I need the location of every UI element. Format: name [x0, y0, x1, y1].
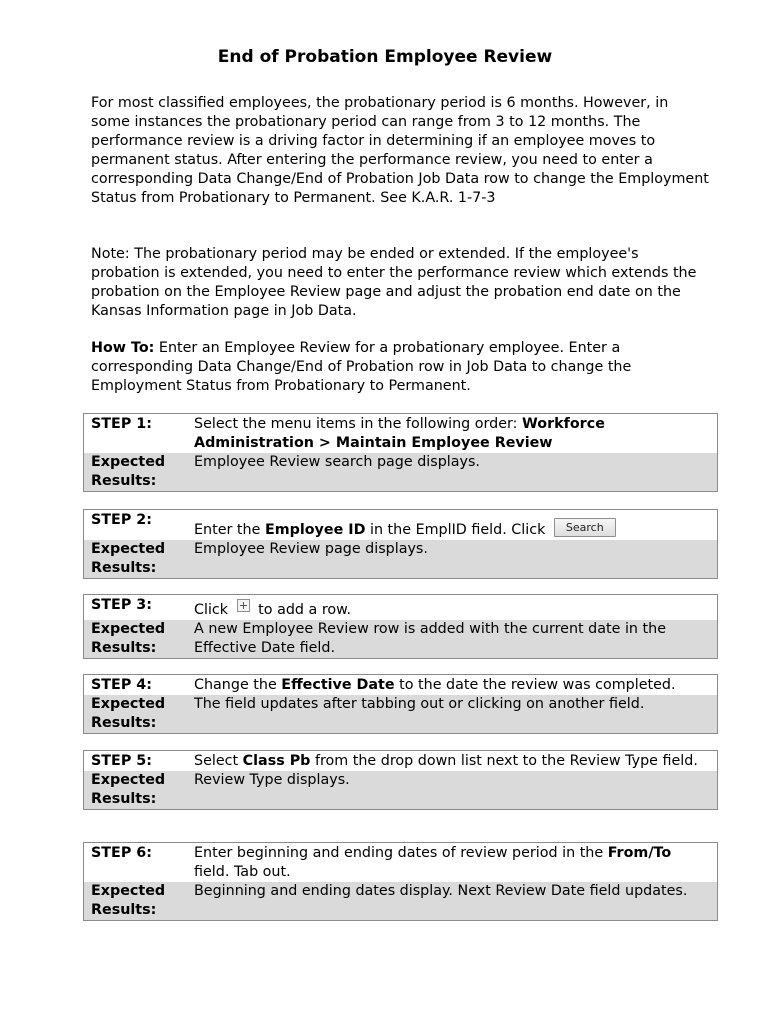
expected-label: Expected Results: [91, 454, 166, 489]
step-5-table [83, 750, 718, 810]
instruction-text: Select [194, 753, 243, 769]
intro-paragraph: For most classified employees, the probationary period is 6 months. However, in some instances the probationary period can range from 3 to 12 months. The performance review is a driving factor in determining if an employee moves to permanent status. After entering the performance review, you need to enter a corresponding Data Change/End of Probation Job Data row to change the Employment Status from Probationary to Permanent. See K.A.R. 1-7-3 [91, 95, 709, 206]
expected-row [84, 620, 717, 658]
expected-row [84, 771, 717, 809]
step-row [84, 510, 717, 540]
step-instruction [194, 676, 717, 695]
expected-label: Expected Results: [91, 541, 166, 576]
expected-result: Review Type displays. [194, 772, 350, 788]
step-label: STEP 2: [91, 512, 152, 528]
expected-result: Employee Review page displays. [194, 541, 428, 557]
step-instruction [194, 596, 717, 620]
step-label: STEP 4: [91, 677, 152, 693]
expected-row [84, 882, 717, 920]
step-instruction [194, 415, 717, 453]
instruction-emphasis: Effective Date [281, 677, 395, 693]
step-2-table [83, 509, 718, 579]
instruction-text: Select the menu items in the following order: [194, 416, 522, 432]
step-label: STEP 5: [91, 753, 152, 769]
instruction-text: Enter the [194, 522, 265, 538]
step-row [84, 675, 717, 695]
expected-row [84, 695, 717, 733]
step-row [84, 414, 717, 453]
expected-label: Expected Results: [91, 696, 166, 731]
step-label: STEP 3: [91, 597, 152, 613]
step-row [84, 843, 717, 882]
expected-label: Expected Results: [91, 883, 166, 918]
note-paragraph: Note: The probationary period may be ended or extended. If the employee's probation is extended, you need to enter the performance review which extends the probation on the Employee Review page and adjust the probation end date on the Kansas Information page in Job Data. [91, 246, 697, 319]
step-3-table [83, 594, 718, 659]
instruction-emphasis: Employee ID [264, 522, 366, 538]
step-row [84, 595, 717, 620]
instruction-text: to the date the review was completed. [394, 677, 676, 693]
how-to-paragraph [91, 339, 711, 396]
instruction-emphasis: Class Pb [242, 753, 311, 769]
step-instruction [194, 511, 717, 540]
instruction-text: Change the [194, 677, 282, 693]
how-to-text: Enter an Employee Review for a probationary employee. Enter a corresponding Data Change/End of Probation row in Job Data to change the Employment Status from Probationary to Permanent. [91, 340, 632, 394]
instruction-text: in the EmplID field. Click [365, 522, 550, 538]
step-6-table [83, 842, 718, 921]
expected-label: Expected Results: [91, 772, 166, 807]
expected-row [84, 453, 717, 491]
how-to-label: How To: [91, 340, 155, 356]
step-row [84, 751, 717, 771]
instruction-text: from the drop down list next to the Review Type field. [310, 753, 698, 769]
expected-result: Employee Review search page displays. [194, 454, 480, 470]
step-label: STEP 1: [91, 416, 152, 432]
step-4-table [83, 674, 718, 734]
expected-row [84, 540, 717, 578]
page-title: End of Probation Employee Review [217, 47, 553, 67]
expected-label: Expected Results: [91, 621, 166, 656]
step-label: STEP 6: [91, 845, 152, 861]
expected-result: A new Employee Review row is added with the current date in the Effective Date field. [194, 621, 666, 656]
search-button[interactable]: Search [554, 518, 616, 537]
instruction-text: Enter beginning and ending dates of review period in the [194, 845, 608, 861]
expected-result: The field updates after tabbing out or clicking on another field. [194, 696, 645, 712]
step-instruction [194, 844, 717, 882]
step-1-table [83, 413, 718, 492]
instruction-text: Click [194, 602, 233, 618]
add-row-icon[interactable] [237, 599, 250, 612]
instruction-text: field. Tab out. [194, 864, 291, 880]
step-instruction [194, 752, 717, 771]
expected-result: Beginning and ending dates display. Next Review Date field updates. [194, 883, 688, 899]
instruction-emphasis: Workforce Administration > Maintain Employee Review [194, 416, 605, 451]
instruction-emphasis: From/To [607, 845, 672, 861]
instruction-text: to add a row. [253, 602, 352, 618]
